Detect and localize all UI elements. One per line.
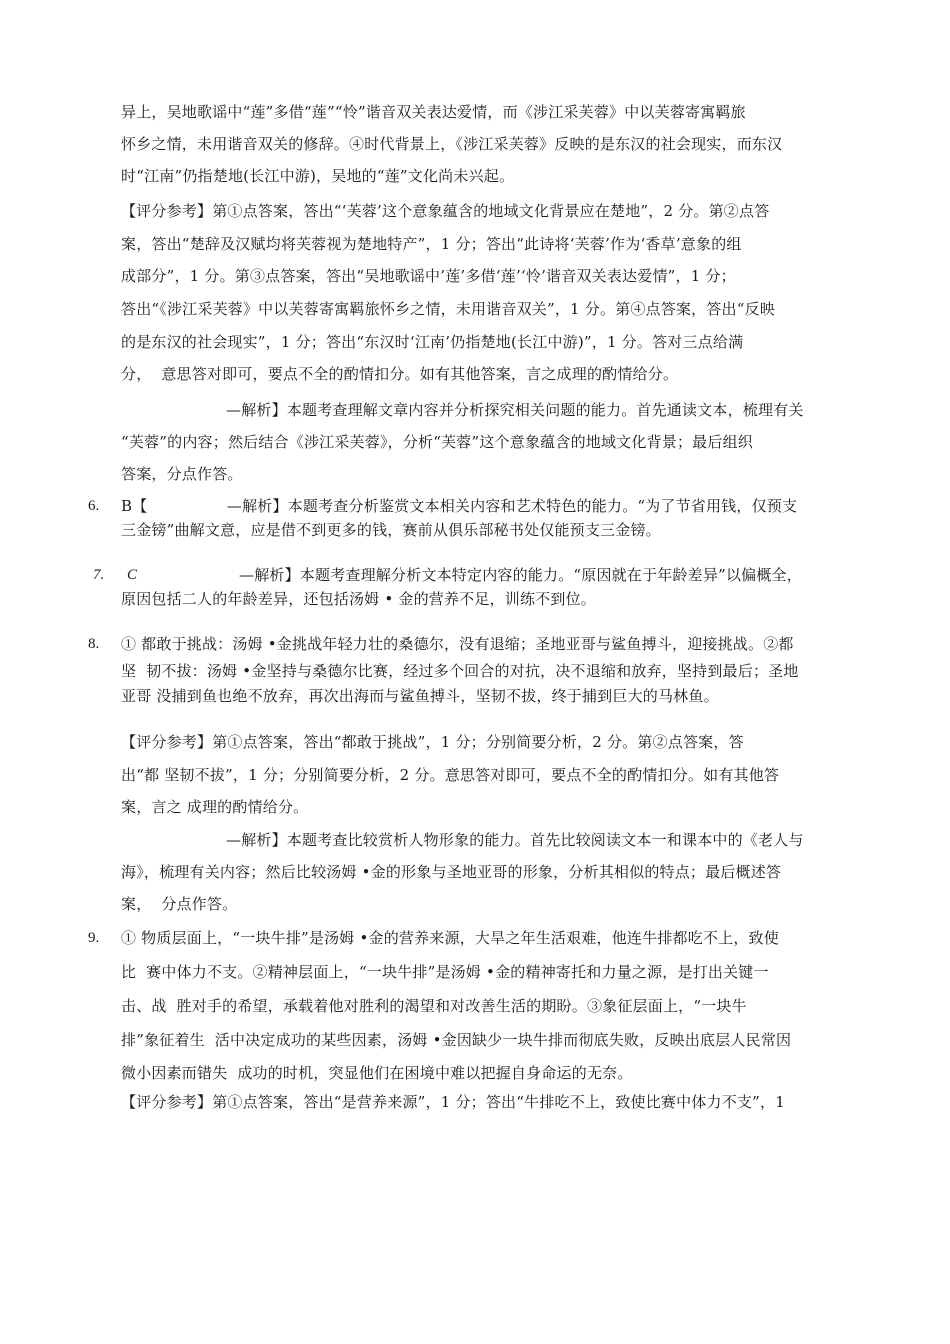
- text-line: 【评分参考】第①点答案，答出“是营养来源”，1 分；答出“牛排吃不上，致使比赛中体力不支”，1: [121, 1093, 785, 1111]
- text-line: 比 赛中体力不支。②精神层面上，“一块牛排”是汤姆 •金的精神寄托和力量之源，是打出关键一: [121, 963, 769, 981]
- question-number: 6.: [88, 498, 100, 514]
- text-line: —解析】本题考查理解分析文本特定内容的能力。“原因就在于年龄差异”以偏概全，: [239, 566, 802, 584]
- text-line: 案， 分点作答。: [121, 895, 238, 913]
- text-line: 微小因素而错失 成功的时机，突显他们在困境中难以把握自身命运的无奈。: [121, 1064, 633, 1082]
- text-line: 出“都 坚韧不拔”，1 分；分别简要分析，2 分。意思答对即可，要点不全的酌情扣分。如有其他答: [121, 766, 780, 784]
- question-number: 9.: [88, 930, 100, 946]
- text-line: 案，答出“楚辞及汉赋均将芙蓉视为楚地特产”，1 分；答出“此诗将‘芙蓉’作为‘香草’意象的组: [121, 235, 742, 253]
- text-line: 异上，吴地歌谣中“莲”多借“莲”“怜”谐音双关表达爱情，而《涉江采芙蓉》中以芙蓉寄寓羁旅: [121, 103, 746, 121]
- text-line: —解析】本题考查理解文章内容并分析探究相关问题的能力。首先通读文本，梳理有关: [226, 401, 804, 419]
- text-line: 三金镑”曲解文意，应是借不到更多的钱，赛前从俱乐部秘书处仅能预支三金镑。: [121, 521, 661, 539]
- text-line: —解析】本题考查比较赏析人物形象的能力。首先比较阅读文本一和课本中的《老人与: [226, 831, 804, 849]
- text-line: ① 物质层面上，“一块牛排”是汤姆 •金的营养来源，大旱之年生活艰难，他连牛排都吃不上，致使: [121, 929, 779, 947]
- text-line: 成部分”，1 分。第③点答案，答出“吴地歌谣中’莲’多借‘莲’‘怜’谐音双关表达爱情”，1 分；: [121, 267, 736, 285]
- question-number: 7.: [93, 567, 105, 583]
- text-line: 时“江南”仍指楚地(长江中游)，吴地的“莲”文化尚未兴起。: [121, 167, 515, 185]
- text-line: “芙蓉”的内容；然后结合《涉江采芙蓉》，分析“芙蓉”这个意象蕴含的地域文化背景；最后组织: [121, 433, 753, 451]
- text-line: 击、战 胜对手的希望，承载着他对胜利的渴望和对改善生活的期盼。③象征层面上，“一块牛: [121, 997, 747, 1015]
- text-line: 案，言之 成理的酌情给分。: [121, 798, 309, 816]
- text-line: 海》，梳理有关内容；然后比较汤姆 •金的形象与圣地亚哥的形象，分析其相似的特点；最后概述答: [121, 863, 782, 881]
- text-line: 怀乡之情，未用谐音双关的修辞。④时代背景上，《涉江采芙蓉》反映的是东汉的社会现实，而东汉: [121, 135, 783, 153]
- text-line: ① 都敢于挑战：汤姆 •金挑战年轻力壮的桑德尔，没有退缩；圣地亚哥与鲨鱼搏斗，迎接挑战。②都: [121, 635, 794, 653]
- answer-letter: C: [127, 567, 138, 583]
- text-line: 坚 韧不拔：汤姆 •金坚持与桑德尔比赛，经过多个回合的对抗，决不退缩和放弃，坚持到最后；圣地: [121, 662, 799, 680]
- text-line: 的是东汉的社会现实”，1 分；答出“东汉时‘江南’仍指楚地(长江中游)”，1 分。答对三点给满: [121, 333, 744, 351]
- text-line: 排”象征着生 活中决定成功的某些因素，汤姆 •金因缺少一块牛排而彻底失败，反映出底层人民常因: [121, 1031, 792, 1049]
- text-line: 原因包括二人的年龄差异，还包括汤姆 • 金的营养不足，训练不到位。: [121, 590, 596, 608]
- text-line: 【评分参考】第①点答案，答出“‘芙蓉’这个意象蕴含的地域文化背景应在楚地”，2 分。第②点答: [121, 202, 770, 220]
- question-number: 8.: [88, 636, 100, 652]
- text-line: B【 —解析】本题考查分析鉴赏文本相关内容和艺术特色的能力。“为了节省用钱，仅预支: [121, 497, 798, 515]
- text-line: 亚哥 没捕到鱼也绝不放弃，再次出海而与鲨鱼搏斗，坚韧不拔，终于捕到巨大的马林鱼。: [121, 687, 719, 705]
- text-line: 分， 意思答对即可，要点不全的酌情扣分。如有其他答案，言之成理的酌情给分。: [121, 365, 679, 383]
- text-line: 答出“《涉江采芙蓉》中以芙蓉寄寓羁旅怀乡之情，未用谐音双关”，1 分。第④点答案，答出“反映: [121, 300, 776, 318]
- text-line: 答案，分点作答。: [121, 465, 243, 483]
- text-line: 【评分参考】第①点答案，答出“都敢于挑战”，1 分；分别简要分析，2 分。第②点答案，答: [121, 733, 744, 751]
